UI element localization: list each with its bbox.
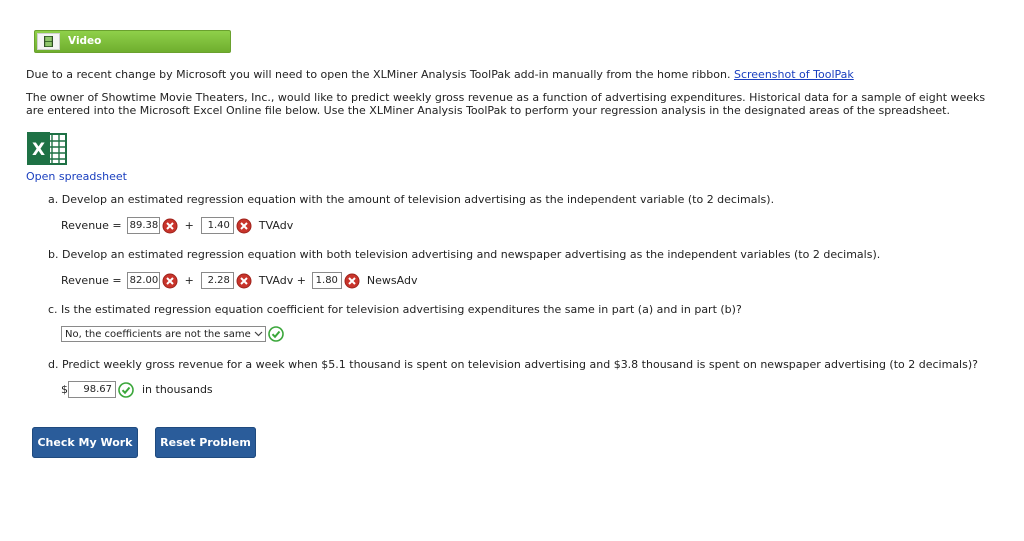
- incorrect-icon: [236, 218, 252, 234]
- video-label: Video: [68, 35, 102, 47]
- excel-icon[interactable]: [26, 131, 68, 166]
- video-button[interactable]: [34, 30, 231, 53]
- question-a: a. Develop an estimated regression equation with the amount of television advertising as the independent variable (to 2 decimals).: [48, 193, 775, 206]
- answer-c-row: [61, 326, 284, 342]
- tvadv-label: TVAdv: [258, 219, 294, 232]
- revenue-label: Revenue =: [61, 274, 122, 287]
- toolpak-screenshot-link[interactable]: Screenshot of ToolPak: [733, 68, 854, 81]
- film-icon: [37, 33, 60, 50]
- correct-icon: [118, 382, 134, 398]
- answer-a-row: [61, 217, 293, 234]
- svg-text:X: X: [31, 140, 46, 160]
- question-c: c. Is the estimated regression equation coefficient for television advertising expenditures the same in part (a) and in part (b)?: [48, 303, 742, 316]
- intercept-a-input[interactable]: 89.38: [127, 217, 160, 234]
- toolpak-notice: [26, 68, 854, 81]
- unit-label: in thousands: [142, 383, 213, 396]
- incorrect-icon: [344, 273, 360, 289]
- select-value: No, the coefficients are not the same: [65, 328, 251, 340]
- coef-a-input[interactable]: 1.40: [201, 217, 234, 234]
- coef-news-b-input[interactable]: 1.80: [312, 272, 342, 289]
- correct-icon: [268, 326, 284, 342]
- check-my-work-button[interactable]: Check My Work: [32, 427, 138, 458]
- newsadv-label: NewsAdv: [366, 274, 418, 287]
- chevron-down-icon: [254, 331, 263, 337]
- intercept-b-input[interactable]: 82.00: [127, 272, 160, 289]
- dollar-sign: $: [61, 383, 68, 396]
- open-spreadsheet-link[interactable]: Open spreadsheet: [26, 170, 127, 183]
- incorrect-icon: [236, 273, 252, 289]
- incorrect-icon: [162, 218, 178, 234]
- answer-b-row: [61, 272, 417, 289]
- question-d: d. Predict weekly gross revenue for a week when $5.1 thousand is spent on television advertising and $3.8 thousand is spent on newspaper advertising (to 2 decimals)?: [48, 358, 978, 371]
- problem-intro: The owner of Showtime Movie Theaters, Inc., would like to predict weekly gross revenue as a function of advertising expenditures. Historical data for a sample of eight weeks are entered into the Microsoft Excel Online file below. Use the XLMiner Analysis ToolPak to perform your regression analysis in the designated areas of the spreadsheet.: [26, 91, 986, 117]
- notice-text: Due to a recent change by Microsoft you will need to open the XLMiner Analysis ToolPak add-in manually from the home ribbon.: [26, 68, 734, 81]
- answer-d-row: [61, 381, 213, 398]
- plus-sign: +: [184, 274, 194, 287]
- question-b: b. Develop an estimated regression equation with both television advertising and newspaper advertising as the independent variables (to 2 decimals).: [48, 248, 881, 261]
- coef-tv-b-input[interactable]: 2.28: [201, 272, 234, 289]
- coefficient-comparison-select[interactable]: [61, 326, 266, 342]
- incorrect-icon: [162, 273, 178, 289]
- tvadv-label: TVAdv +: [258, 274, 306, 287]
- prediction-input[interactable]: 98.67: [68, 381, 116, 398]
- revenue-label: Revenue =: [61, 219, 122, 232]
- plus-sign: +: [184, 219, 194, 232]
- reset-problem-button[interactable]: Reset Problem: [155, 427, 256, 458]
